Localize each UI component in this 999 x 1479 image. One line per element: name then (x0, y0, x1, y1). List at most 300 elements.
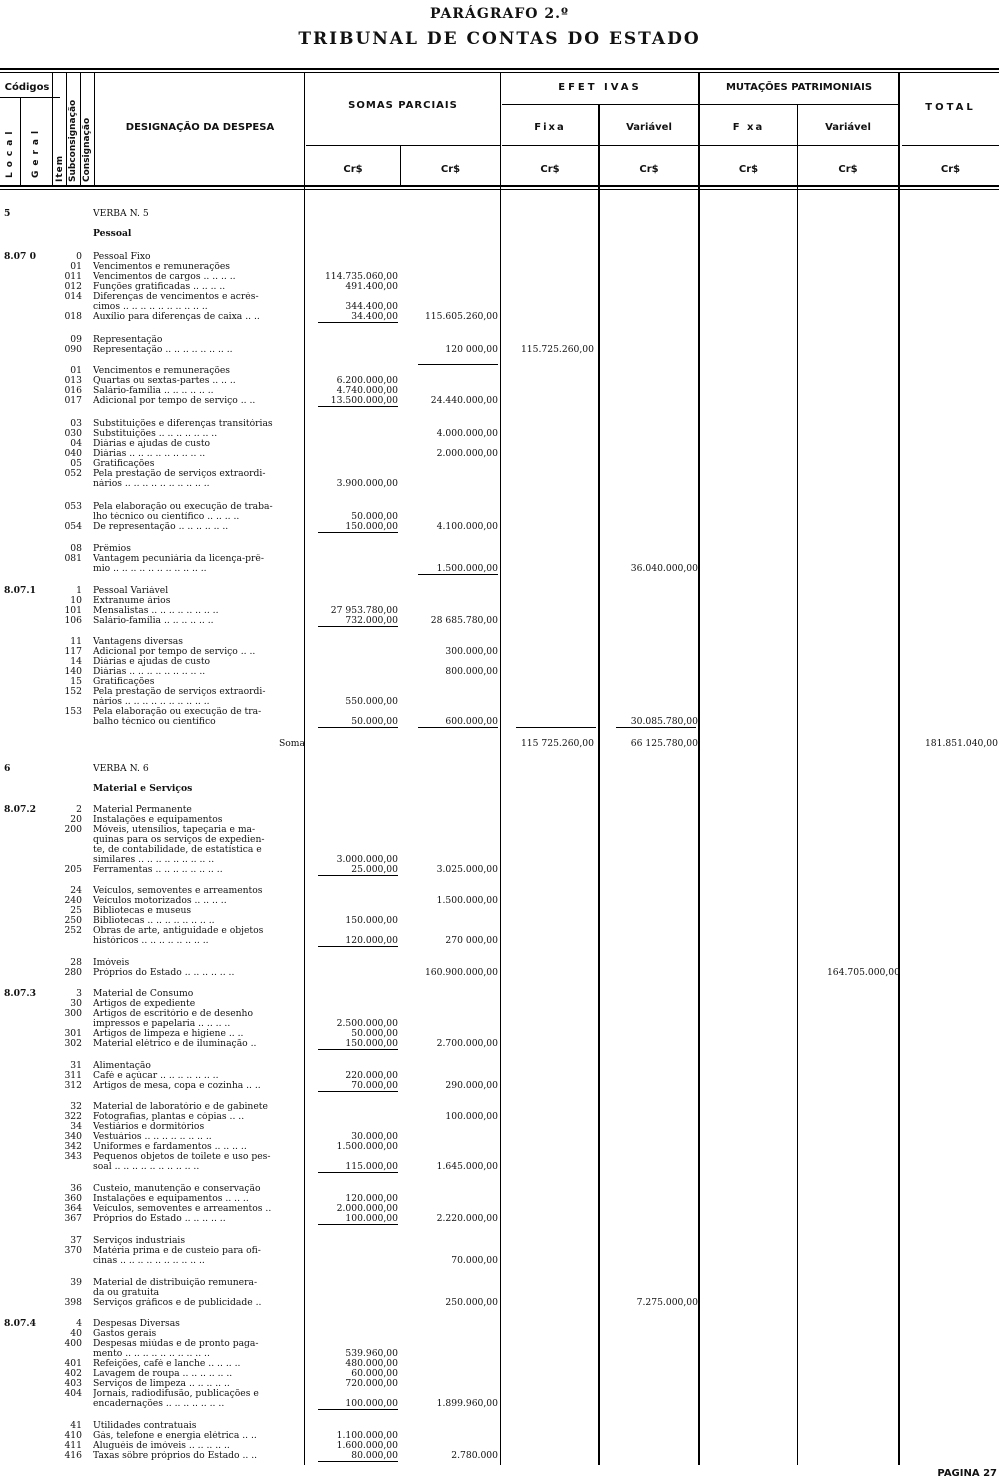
row-code: 6 (4, 763, 11, 774)
row-description: Próprios do Estado .. .. .. .. .. (93, 1214, 226, 1224)
header-total: TOTAL (925, 102, 976, 113)
row-soma-parcial-1: 34.400,00 (351, 311, 398, 322)
row-description: encadernações .. .. .. .. .. .. .. (93, 1399, 225, 1409)
header-designacao: DESIGNAÇÃO DA DESPESA (125, 122, 275, 133)
row-item-code: 301 (64, 1028, 82, 1039)
row-description: Pela prestação de serviços extraordi- (93, 469, 266, 479)
table-row (0, 429, 999, 439)
row-soma-parcial-2: 24.440.000,00 (430, 395, 498, 406)
row-description: Jornais, radiodifusão, publicações e (93, 1389, 259, 1399)
row-item-code: 41 (70, 1420, 82, 1431)
table-row (0, 282, 999, 292)
row-description: Adicional por tempo de serviço .. .. (93, 647, 256, 657)
row-soma-parcial-1: 13.500.000,00 (330, 395, 398, 406)
row-soma-parcial-1: 1.600.000,00 (336, 1440, 398, 1451)
row-description: Material Permanente (93, 805, 192, 815)
table-row (0, 209, 999, 219)
row-soma-parcial-2: 3.025.000,00 (436, 864, 498, 875)
table-row (0, 968, 999, 978)
row-item-code: 01 (70, 365, 82, 376)
row-soma-parcial-1: 220.000,00 (345, 1070, 398, 1081)
subtotal-rule (616, 727, 696, 728)
row-item-code: 300 (64, 1008, 82, 1019)
table-row (0, 366, 999, 376)
table-row (0, 825, 999, 835)
currency-mutacoes-fixa: Cr$ (738, 164, 759, 175)
table-row (0, 459, 999, 469)
row-description: Representação .. .. .. .. .. .. .. .. (93, 345, 233, 355)
row-item-code: 37 (70, 1235, 82, 1246)
row-description: Auxílio para diferenças de caixa .. .. (93, 312, 260, 322)
subtotal-rule (318, 1461, 398, 1462)
table-row (0, 1451, 999, 1461)
table-row (0, 989, 999, 999)
row-item-code: 280 (64, 967, 82, 978)
row-item-code: 410 (64, 1430, 82, 1441)
row-description: Veículos, semoventes e arreamentos .. (93, 1204, 272, 1214)
table-row (0, 522, 999, 532)
table-row (0, 1152, 999, 1162)
row-description: Artigos de mesa, copa e cozinha .. .. (93, 1081, 261, 1091)
row-item-code: 05 (70, 458, 82, 469)
row-item-code: 400 (64, 1338, 82, 1349)
row-description: Gratificações (93, 677, 155, 687)
row-item-code: 152 (64, 686, 82, 697)
table-row (0, 1278, 999, 1288)
table-row (0, 596, 999, 606)
row-item-code: 24 (70, 885, 82, 896)
header-codigos: Códigos (4, 82, 50, 93)
row-soma-parcial-2: 1.500.000,00 (436, 895, 498, 906)
row-description: Diferenças de vencimentos e acrés- (93, 292, 259, 302)
table-row (0, 657, 999, 667)
row-description: Custeio, manutenção e conservação (93, 1184, 261, 1194)
table-row (0, 1399, 999, 1409)
row-item-code: 011 (64, 271, 82, 282)
row-item-code: 101 (64, 605, 82, 616)
subtotal-rule (318, 875, 398, 876)
row-description: Salário-família .. .. .. .. .. .. (93, 386, 214, 396)
row-soma-parcial-1: 80.000,00 (351, 1450, 398, 1461)
header-local: Local (5, 126, 15, 178)
row-soma-parcial-1: 2.000.000,00 (336, 1203, 398, 1214)
table-row (0, 1132, 999, 1142)
row-item-code: 012 (64, 281, 82, 292)
subtotal-rule (418, 364, 498, 365)
row-soma-parcial-2: 1.645.000,00 (436, 1161, 498, 1172)
row-description: Bibliotecas .. .. .. .. .. .. .. .. (93, 916, 215, 926)
subtotal-rule (318, 532, 398, 533)
row-description: Salário-família .. .. .. .. .. .. (93, 616, 214, 626)
row-item-code: 014 (64, 291, 82, 302)
row-description: Gratificações (93, 459, 155, 469)
row-item-code: 39 (70, 1277, 82, 1288)
subtotal-rule (318, 322, 398, 323)
table-row (0, 1029, 999, 1039)
paragraph-heading: PARÁGRAFO 2.º (430, 6, 569, 22)
row-item-code: 153 (64, 706, 82, 717)
row-item-code: 15 (70, 676, 82, 687)
row-item-code: 343 (64, 1151, 82, 1162)
table-row (0, 835, 999, 845)
table-row (0, 1102, 999, 1112)
row-item-code: 053 (64, 501, 82, 512)
table-row (0, 606, 999, 616)
table-row (0, 502, 999, 512)
table-row (0, 1194, 999, 1204)
row-item-code: 403 (64, 1378, 82, 1389)
table-row (0, 312, 999, 322)
table-row (0, 784, 999, 794)
row-item-code: 322 (64, 1111, 82, 1122)
table-row (0, 439, 999, 449)
row-item-code: 340 (64, 1131, 82, 1142)
row-description: Diárias .. .. .. .. .. .. .. .. .. (93, 449, 206, 459)
row-description: Lavagem de roupa .. .. .. .. .. .. (93, 1369, 233, 1379)
row-description: Artigos de limpeza e higiene .. .. (93, 1029, 244, 1039)
table-row (0, 512, 999, 522)
currency-somas-1: Cr$ (343, 164, 363, 175)
row-item-code: 302 (64, 1038, 82, 1049)
table-row (0, 252, 999, 262)
row-efetiva-variavel: 30.085.780,00 (630, 716, 698, 727)
page-title: TRIBUNAL DE CONTAS DO ESTADO (298, 29, 701, 49)
row-item-code: 0 (76, 251, 82, 262)
row-soma-parcial-1: 120.000,00 (345, 1193, 398, 1204)
row-soma-parcial-1: 732.000,00 (345, 615, 398, 626)
row-item-code: 017 (64, 395, 82, 406)
row-item-code: 252 (64, 925, 82, 936)
table-row (0, 229, 999, 239)
row-description: Pela elaboração ou execução de tra- (93, 707, 262, 717)
row-description: Despesas miúdas e de pronto paga- (93, 1339, 259, 1349)
row-item-code: 20 (70, 814, 82, 825)
row-description: Pessoal (93, 229, 132, 239)
row-soma-parcial-1: 150.000,00 (345, 521, 398, 532)
row-description: Próprios do Estado .. .. .. .. .. .. (93, 968, 235, 978)
table-row (0, 1421, 999, 1431)
row-description: Diárias e ajudas de custo (93, 439, 211, 449)
row-description: Taxas sôbre próprios do Estado .. .. (93, 1451, 258, 1461)
row-description: Prêmios (93, 544, 131, 554)
row-item-code: 312 (64, 1080, 82, 1091)
table-row (0, 1236, 999, 1246)
table-row (0, 1019, 999, 1029)
row-item-code: 416 (64, 1450, 82, 1461)
table-row (0, 896, 999, 906)
row-description: Instalações e equipamentos .. .. .. (93, 1194, 249, 1204)
subtotal-rule (318, 946, 398, 947)
row-soma-parcial-1: 70.000,00 (351, 1080, 398, 1091)
table-row (0, 1431, 999, 1441)
row-description: Vencimentos e remunerações (93, 262, 231, 272)
row-item-code: 2 (76, 804, 82, 815)
row-item-code: 03 (70, 418, 82, 429)
row-description: Matéria prima e de custeio para ofi- (93, 1246, 261, 1256)
row-description: Material elétrico e de iluminação .. (93, 1039, 257, 1049)
row-code: 5 (4, 208, 11, 219)
row-description: Vantagem pecuniária da licença-prê- (93, 554, 264, 564)
table-row (0, 677, 999, 687)
subtotal-rule (318, 1091, 398, 1092)
table-row (0, 717, 999, 727)
table-row (0, 345, 999, 355)
table-row (0, 1359, 999, 1369)
row-item-code: 404 (64, 1388, 82, 1399)
row-code: 8.07.3 (4, 988, 36, 999)
row-description: VERBA N. 5 (93, 209, 149, 219)
table-row (0, 1009, 999, 1019)
table-row (0, 764, 999, 774)
row-item-code: 3 (76, 988, 82, 999)
row-description: Substituições e diferenças transitórias (93, 419, 273, 429)
row-description: Substituições .. .. .. .. .. .. .. (93, 429, 218, 439)
row-efetiva-variavel: 36.040.000,00 (630, 563, 698, 574)
row-description: Extranume ários (93, 596, 171, 606)
row-soma-parcial-2: 2.220.000,00 (436, 1213, 498, 1224)
row-item-code: 016 (64, 385, 82, 396)
table-row (0, 647, 999, 657)
row-item-code: 11 (70, 636, 82, 647)
row-description: Pequenos objetos de toilete e uso pes- (93, 1152, 271, 1162)
row-soma-parcial-1: 539.960,00 (345, 1348, 398, 1359)
row-code: 8.07.4 (4, 1318, 36, 1329)
subtotal-rule (318, 1172, 398, 1173)
row-description: Vencimentos de cargos .. .. .. .. (93, 272, 236, 282)
table-row (0, 1039, 999, 1049)
header-somas-parciais: SOMAS PARCIAIS (348, 100, 458, 111)
row-description: Material de laboratório e de gabinete (93, 1102, 268, 1112)
table-row (0, 1288, 999, 1298)
row-description: Diárias e ajudas de custo (93, 657, 211, 667)
table-row (0, 1369, 999, 1379)
row-soma-parcial-1: 4.740.000,00 (336, 385, 398, 396)
row-item-code: 013 (64, 375, 82, 386)
row-soma-parcial-1: 100.000,00 (345, 1398, 398, 1409)
table-row (0, 805, 999, 815)
header-geral: Geral (31, 125, 41, 178)
table-row (0, 479, 999, 489)
table-row (0, 586, 999, 596)
table-row (0, 376, 999, 386)
row-description: Gás, telefone e energia elétrica .. .. (93, 1431, 257, 1441)
row-description: nários .. .. .. .. .. .. .. .. .. .. (93, 479, 210, 489)
table-row (0, 815, 999, 825)
row-description: Utilidades contratuais (93, 1421, 197, 1431)
table-row (0, 302, 999, 312)
table-row (0, 687, 999, 697)
row-description: Vestuários .. .. .. .. .. .. .. .. (93, 1132, 212, 1142)
currency-efetivas-fixa: Cr$ (540, 164, 560, 175)
row-soma-parcial-2: 250.000,00 (445, 1297, 498, 1308)
row-item-code: 106 (64, 615, 82, 626)
row-item-code: 250 (64, 915, 82, 926)
table-row (0, 419, 999, 429)
row-item-code: 030 (64, 428, 82, 439)
table-row (0, 1349, 999, 1359)
row-item-code: 34 (70, 1121, 82, 1132)
row-soma-parcial-1: 3.000.000,00 (336, 854, 398, 865)
header-fixa-efetivas: Fixa (534, 122, 566, 133)
table-row (0, 386, 999, 396)
row-code: 8.07.2 (4, 804, 36, 815)
row-soma-parcial-1: 3.900.000,00 (336, 478, 398, 489)
table-row (0, 855, 999, 865)
table-row (0, 1071, 999, 1081)
table-row (0, 845, 999, 855)
row-item-code: 370 (64, 1245, 82, 1256)
row-description: Imóveis (93, 958, 130, 968)
row-description: lho técnico ou científico .. .. .. .. (93, 512, 240, 522)
table-row (0, 697, 999, 707)
table-row (0, 1298, 999, 1308)
row-description: Material e Serviços (93, 784, 193, 794)
row-description: Veículos motorizados .. .. .. .. (93, 896, 227, 906)
row-item-code: 367 (64, 1213, 82, 1224)
row-description: históricos .. .. .. .. .. .. .. .. (93, 936, 209, 946)
row-item-code: 01 (70, 261, 82, 272)
table-row (0, 637, 999, 647)
row-item-code: 364 (64, 1203, 82, 1214)
row-description: similares .. .. .. .. .. .. .. .. .. (93, 855, 215, 865)
row-efetiva-variavel: 7.275.000,00 (636, 1297, 698, 1308)
row-soma-parcial-1: 60.000,00 (351, 1368, 398, 1379)
table-row (0, 739, 999, 749)
table-row (0, 1339, 999, 1349)
currency-total: Cr$ (940, 164, 961, 175)
row-soma-parcial-1: 27 953.780,00 (330, 605, 398, 616)
row-item-code: 4 (76, 1318, 82, 1329)
row-item-code: 25 (70, 905, 82, 916)
table-row (0, 1204, 999, 1214)
row-description: Vantagens diversas (93, 637, 183, 647)
row-soma-parcial-2: 160.900.000,00 (424, 967, 498, 978)
table-row (0, 1329, 999, 1339)
row-description: Quartas ou sextas-partes .. .. .. (93, 376, 236, 386)
row-soma-parcial-1: 150.000,00 (345, 1038, 398, 1049)
row-mutacao-variavel: 164.705.000,00 (826, 967, 900, 978)
row-soma-parcial-2: 4.000.000,00 (436, 428, 498, 439)
row-item-code: 31 (70, 1060, 82, 1071)
subtotal-rule (318, 1224, 398, 1225)
row-item-code: 081 (64, 553, 82, 564)
row-description: Pessoal Fixo (93, 252, 151, 262)
row-description: Representação (93, 335, 163, 345)
table-row (0, 1081, 999, 1091)
row-item-code: 402 (64, 1368, 82, 1379)
row-soma-parcial-1: 50.000,00 (351, 716, 398, 727)
row-item-code: 411 (64, 1440, 82, 1451)
table-row (0, 999, 999, 1009)
row-description: soal .. .. .. .. .. .. .. .. .. .. (93, 1162, 200, 1172)
table-row (0, 449, 999, 459)
row-soma-parcial-1: 344.400,00 (345, 301, 398, 312)
row-description: Bibliotecas e museus (93, 906, 192, 916)
table-row (0, 1246, 999, 1256)
page-number: PAGINA 27 (937, 1468, 997, 1479)
table-row (0, 1379, 999, 1389)
table-row (0, 469, 999, 479)
row-soma-parcial-1: 150.000,00 (345, 915, 398, 926)
row-description: cinas .. .. .. .. .. .. .. .. .. .. (93, 1256, 205, 1266)
row-total: 181.851.040,00 (924, 738, 998, 749)
row-description: Pela elaboração ou execução de traba- (93, 502, 273, 512)
header-item: Item (55, 154, 65, 182)
row-item-code: 040 (64, 448, 82, 459)
row-description: Material de distribuição remunera- (93, 1278, 258, 1288)
row-soma-parcial-1: 100.000,00 (345, 1213, 398, 1224)
table-row (0, 1319, 999, 1329)
row-soma-parcial-2: 115.605.260,00 (424, 311, 498, 322)
row-item-code: 28 (70, 957, 82, 968)
table-row (0, 906, 999, 916)
subtotal-rule (318, 727, 398, 728)
row-description: Fotografias, plantas e cópias .. .. (93, 1112, 245, 1122)
row-description: Diárias .. .. .. .. .. .. .. .. .. (93, 667, 206, 677)
header-consignacao: Consignação (82, 117, 92, 182)
row-description: Material de Consumo (93, 989, 194, 999)
row-efetiva-fixa: 115.725.260,00 (520, 344, 594, 355)
row-description: cimos .. .. .. .. .. .. .. .. .. .. (93, 302, 208, 312)
row-description: Ferramentas .. .. .. .. .. .. .. .. (93, 865, 223, 875)
row-item-code: 398 (64, 1297, 82, 1308)
table-row (0, 335, 999, 345)
row-soma-parcial-2: 1.500.000,00 (436, 563, 498, 574)
row-description: impressos e papelaria .. .. .. .. (93, 1019, 231, 1029)
row-item-code: 240 (64, 895, 82, 906)
header-efetivas: EFET IVAS (558, 82, 642, 93)
row-item-code: 04 (70, 438, 82, 449)
row-description: Uniformes e fardamentos .. .. .. .. (93, 1142, 247, 1152)
row-description: Aluguéis de imóveis .. .. .. .. .. (93, 1441, 230, 1451)
row-soma-parcial-2: 290.000,00 (445, 1080, 498, 1091)
row-soma-parcial-1: 25.000,00 (351, 864, 398, 875)
table-row (0, 707, 999, 717)
row-description: balho técnico ou científico (93, 717, 216, 727)
row-description: Despesas Diversas (93, 1319, 180, 1329)
subtotal-rule (318, 1049, 398, 1050)
row-description: Refeições, café e lanche .. .. .. .. (93, 1359, 241, 1369)
table-row (0, 1214, 999, 1224)
row-soma-parcial-2: 2.700.000,00 (436, 1038, 498, 1049)
row-description: Soma (278, 739, 305, 749)
row-soma-parcial-2: 1.899.960,00 (436, 1398, 498, 1409)
row-description: Instalações e equipamentos (93, 815, 223, 825)
currency-somas-2: Cr$ (440, 164, 461, 175)
row-description: Vencimentos e remunerações (93, 366, 231, 376)
header-fixa-mutacoes: F xa (732, 122, 765, 133)
row-soma-parcial-1: 2.500.000,00 (336, 1018, 398, 1029)
row-soma-parcial-1: 115.000,00 (345, 1161, 398, 1172)
row-description: te, de contabilidade, de estatística e (93, 845, 262, 855)
row-description: Café e açúcar .. .. .. .. .. .. .. (93, 1071, 219, 1081)
row-soma-parcial-2: 120 000,00 (445, 344, 498, 355)
table-row (0, 262, 999, 272)
row-item-code: 36 (70, 1183, 82, 1194)
table-row (0, 865, 999, 875)
table-row (0, 292, 999, 302)
row-description: Gastos gerais (93, 1329, 157, 1339)
row-description: Mensalistas .. .. .. .. .. .. .. .. (93, 606, 219, 616)
row-code: 8.07 0 (4, 251, 36, 262)
row-description: Veículos, semoventes e arreamentos (93, 886, 263, 896)
currency-mutacoes-variavel: Cr$ (838, 164, 858, 175)
row-soma-parcial-1: 50.000,00 (351, 511, 398, 522)
table-row (0, 616, 999, 626)
row-description: Pessoal Variável (93, 586, 169, 596)
subtotal-rule (418, 574, 498, 575)
row-soma-parcial-1: 1.100.000,00 (336, 1430, 398, 1441)
